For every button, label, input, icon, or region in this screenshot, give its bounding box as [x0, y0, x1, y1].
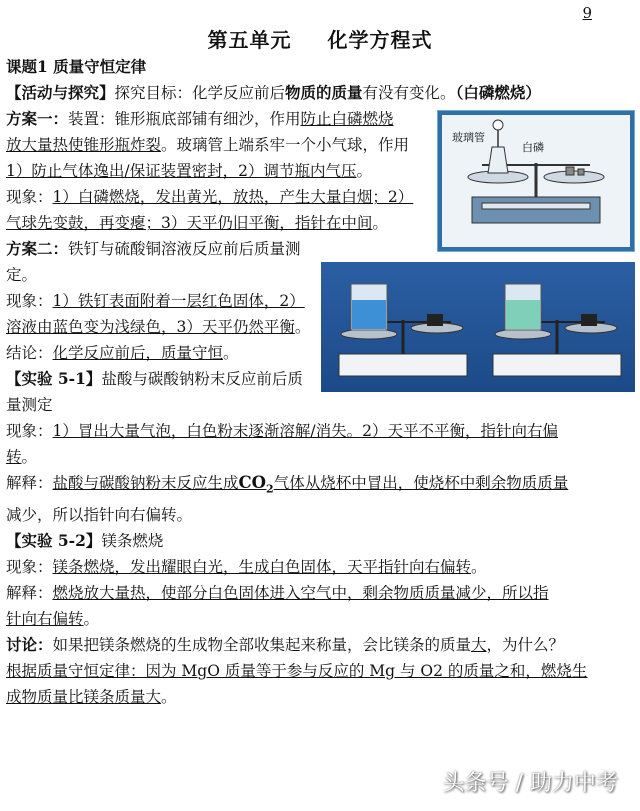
solution-green	[506, 300, 540, 329]
base-before	[339, 354, 467, 376]
exp51-title2: 量测定	[6, 396, 53, 414]
topic-heading: 课题1 质量守恒定律	[6, 57, 147, 76]
weight-small	[578, 169, 584, 175]
plan1-line2: 放大量热使锥形瓶炸裂。玻璃管上端系牢一个小气球，作用	[6, 136, 410, 154]
solution-blue	[352, 300, 386, 329]
plan1-line1: 方案一：装置：锥形瓶底部铺有细沙，作用防止白磷燃烧	[6, 109, 394, 128]
flask	[488, 147, 508, 173]
plan1-line3: 1）防止气体逸出/保证装置密封，2）调节瓶内气压。	[6, 162, 372, 180]
discussion-question: 讨论：如果把镁条燃烧的生成物全部收集起来称量，会比镁条的质量大，为什么？	[6, 635, 565, 655]
weight-before	[427, 314, 443, 326]
balance-base	[472, 197, 600, 223]
balloon	[493, 120, 503, 130]
balance-before	[339, 284, 467, 376]
exp52-explain1: 解释：燃烧放大量热，使部分白色固体进入空气中，剩余物质质量减少，所以指	[6, 584, 549, 603]
unit-title-right: 化学方程式	[327, 28, 433, 52]
exp52-obs: 现象：镁条燃烧，发出耀眼白光，生成白色固体，天平指针向右偏转。	[6, 558, 487, 577]
plan2-line1: 方案二：铁钉与硫酸铜溶液反应前后质量测	[6, 239, 301, 258]
exp52-explain2: 针向右偏转。	[6, 610, 100, 629]
base-after	[493, 354, 621, 376]
exp51-obs1: 现象：1）冒出大量气泡，白色粉末逐渐溶解/消失。2）天平不平衡，指针向右偏	[6, 422, 558, 440]
discussion-answer1: 根据质量守恒定律：因为 MgO 质量等于参与反应的 Mg 与 O2 的质量之和，燃烧生	[6, 662, 588, 681]
iron-copper-sulfate-figure	[321, 262, 635, 392]
unit-title-left: 第五单元	[207, 28, 292, 52]
label-glass-tube: 玻璃管	[452, 131, 485, 144]
exp51-title1: 【实验 5-1】盐酸与碳酸钠粉末反应前后质	[6, 369, 303, 388]
watermark: 头条号 / 助力中考	[442, 771, 618, 796]
balance-after	[493, 284, 621, 376]
exp51-explain1: 解释：盐酸与碳酸钠粉末反应生成$CO_2$气体从烧杯中冒出，使烧杯中剩余物质质量	[6, 473, 569, 496]
plan2-line2: 定。	[6, 266, 38, 284]
page-number: 9	[582, 4, 592, 22]
exp51-obs2: 转。	[6, 448, 38, 466]
plan1-obs1: 现象：1）白磷燃烧，发出黄光，放热，产生大量白烟；2）	[6, 188, 414, 206]
activity-line: 【活动与探究】探究目标：化学反应前后物质的质量有没有变化。（白磷燃烧）	[6, 83, 541, 102]
discussion-answer2: 成物质量比镁条质量大。	[6, 688, 177, 707]
phosphorus-balance-figure	[437, 110, 635, 252]
exp52-title: 【实验 5-2】镁条燃烧	[6, 531, 164, 551]
two-balances-drawing	[321, 262, 635, 392]
plan1-obs2: 气球先变鼓，再变瘪；3）天平仍旧平衡，指针在中间。	[6, 214, 388, 232]
plan2-conclusion: 结论：化学反应前后，质量守恒。	[6, 344, 239, 362]
label-phosphorus: 白磷	[522, 141, 544, 154]
balance-scale-bar	[482, 203, 590, 209]
exp51-explain2: 减少，所以指针向右偏转。	[6, 506, 193, 525]
plan2-obs1: 现象：1）铁钉表面附着一层红色固体，2）	[6, 292, 305, 310]
weight	[566, 167, 574, 175]
plan2-obs2: 溶液由蓝色变为浅绿色，3）天平仍然平衡。	[6, 318, 311, 336]
unit-title	[0, 24, 640, 53]
weight-after	[581, 314, 597, 326]
